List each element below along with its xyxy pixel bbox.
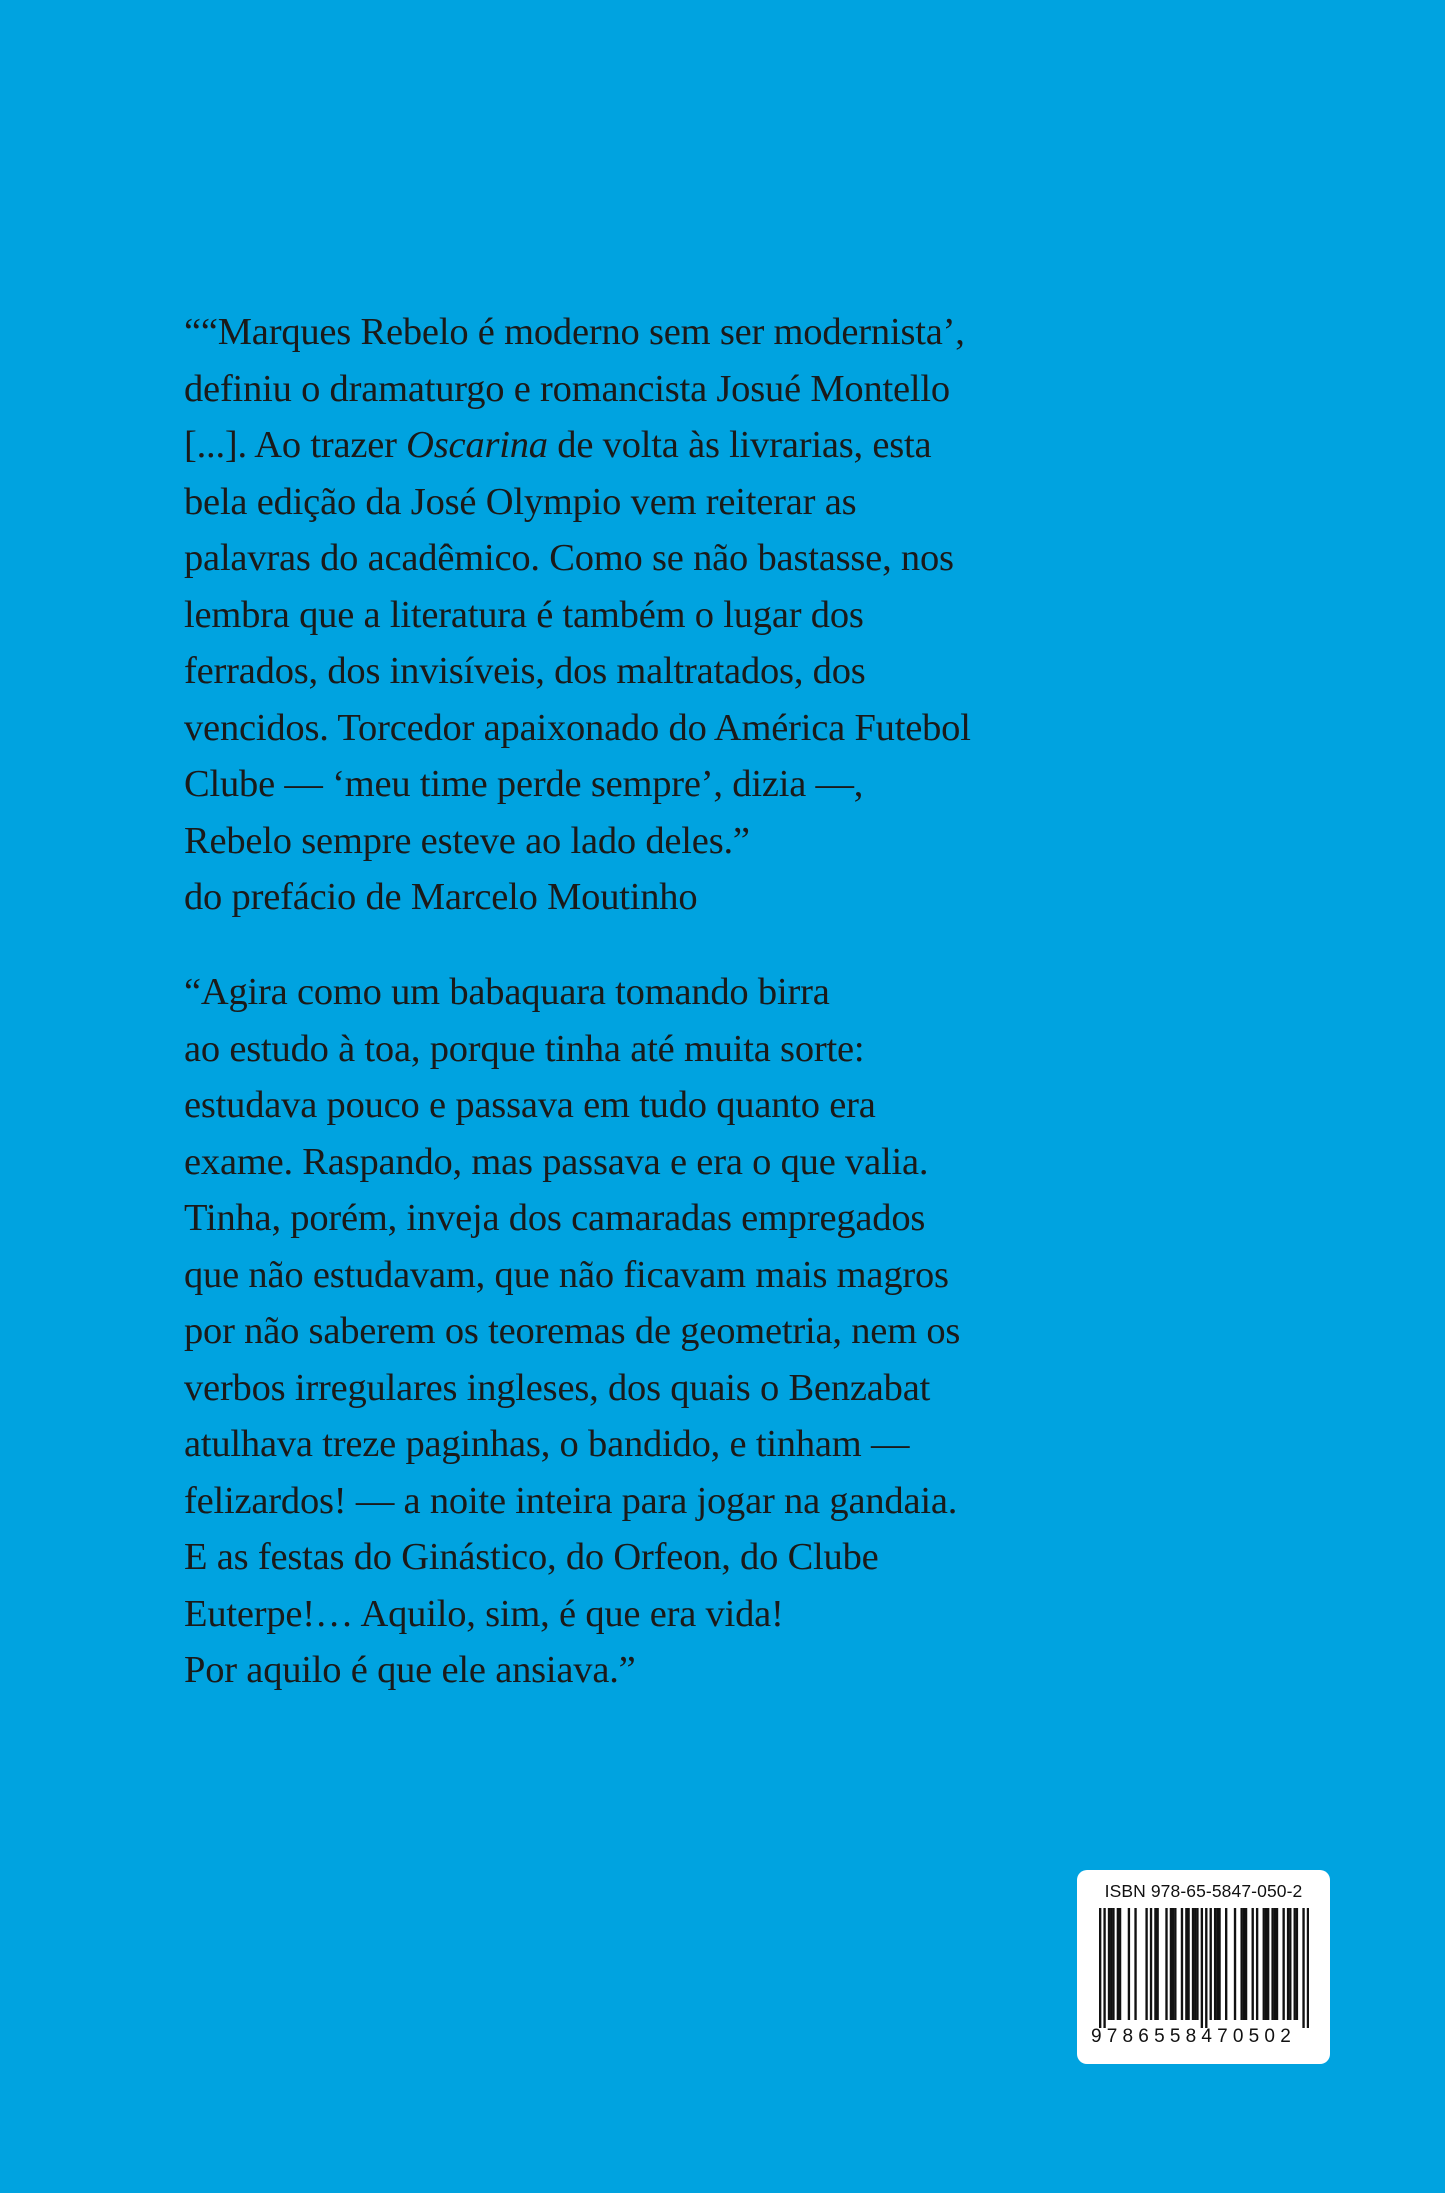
barcode-bar <box>1150 1908 1152 2020</box>
barcode-bar <box>1099 1908 1101 2028</box>
barcode-bar <box>1110 1908 1112 2020</box>
barcode-bar <box>1174 1908 1176 2020</box>
barcode-bar <box>1287 1908 1289 2020</box>
barcode-bar <box>1119 1908 1121 2020</box>
quote-line: bela edição da José Olympio vem reiterar as <box>184 480 857 523</box>
quote-attribution: do prefácio de Marcelo Moutinho <box>184 876 698 918</box>
barcode-bar <box>1112 1908 1114 2020</box>
isbn-barcode-box <box>1077 1870 1330 2064</box>
quote-line: ao estudo à toa, porque tinha até muita sorte: <box>184 1027 865 1070</box>
barcode-bar <box>1194 1908 1196 2020</box>
barcode-bar <box>1210 1908 1212 2020</box>
quote-line: ferrados, dos invisíveis, dos maltratados, dos <box>184 650 866 692</box>
barcode-bar <box>1234 1908 1236 2020</box>
barcode-bar <box>1289 1908 1291 2020</box>
barcode-bar <box>1156 1908 1158 2020</box>
quote-line: estudava pouco e passava em tudo quanto era <box>184 1084 876 1126</box>
barcode-bar <box>1296 1908 1298 2020</box>
barcode-bar <box>1225 1908 1227 2020</box>
book-title: Oscarina <box>406 424 548 466</box>
quote-line: definiu o dramaturgo e romancista Josué Montello <box>184 367 950 410</box>
barcode-bar <box>1108 1908 1110 2020</box>
barcode-bar <box>1271 1908 1273 2020</box>
barcode-bar <box>1218 1908 1220 2020</box>
barcode-bar <box>1216 1908 1218 2020</box>
barcode-bar <box>1201 1908 1203 2028</box>
barcode-bar <box>1307 1908 1309 2028</box>
barcode-bar <box>1134 1908 1136 2020</box>
barcode-bar <box>1117 1908 1119 2020</box>
quote-line: Euterpe!… Aquilo, sim, é que era vida! <box>184 1592 784 1635</box>
quote-excerpt <box>184 964 1064 1699</box>
barcode-bar <box>1205 1908 1207 2028</box>
barcode-bar <box>1245 1908 1247 2020</box>
quote-line-part: [...]. Ao trazer <box>184 424 407 466</box>
barcode-bar <box>1240 1908 1242 2020</box>
barcode-bar <box>1145 1908 1147 2020</box>
quote-line: que não estudavam, que não ficavam mais magros <box>184 1253 949 1296</box>
barcode-bar <box>1265 1908 1267 2020</box>
quote-line: E as festas do Ginástico, do Orfeon, do Clube <box>184 1536 879 1578</box>
quote-line: palavras do acadêmico. Como se não bastasse, nos <box>184 537 954 579</box>
quote-line: Tinha, porém, inveja dos camaradas empregados <box>184 1197 926 1239</box>
quote-line <box>184 417 1064 474</box>
barcode-bar <box>1154 1908 1156 2020</box>
barcode-bar <box>1274 1908 1276 2020</box>
barcode-bar <box>1170 1908 1172 2020</box>
barcode-bar <box>1181 1908 1183 2020</box>
quote-line: vencidos. Torcedor apaixonado do América Futebol <box>184 706 971 749</box>
quote-line: atulhava treze paginhas, o bandido, e tinham — <box>184 1423 910 1465</box>
barcode-bar <box>1294 1908 1296 2020</box>
barcode-bar <box>1302 1908 1304 2028</box>
barcode-bar <box>1256 1908 1258 2020</box>
isbn-label: ISBN 978-65-5847-050-2 <box>1104 1881 1303 1901</box>
barcode-bar <box>1282 1908 1284 2020</box>
quote-line: por não saberem os teoremas de geometria, nem os <box>184 1310 961 1352</box>
quote-line: lembra que a literatura é também o lugar dos <box>184 593 864 636</box>
barcode-icon <box>1099 1908 1309 2028</box>
barcode-bar <box>1267 1908 1269 2020</box>
quote-line-part: de volta às livrarias, esta <box>547 424 932 466</box>
quote-line: felizardos! — a noite inteira para jogar na gandaia. <box>184 1479 958 1522</box>
barcode-bar <box>1263 1908 1265 2020</box>
quote-line: Rebelo sempre esteve ao lado deles.” <box>184 819 750 862</box>
quote-line: “Agira como um babaquara tomando birra <box>184 971 830 1013</box>
barcode-bar <box>1185 1908 1187 2020</box>
barcode-bar <box>1276 1908 1278 2020</box>
barcode-bar <box>1192 1908 1194 2020</box>
barcode-bar <box>1214 1908 1216 2020</box>
quote-line: verbos irregulares ingleses, dos quais o Benzabat <box>184 1366 931 1409</box>
quote-line: Clube — ‘meu time perde sempre’, dizia —, <box>184 763 864 805</box>
quote-line: Por aquilo é que ele ansiava.” <box>184 1649 636 1691</box>
barcode-bar <box>1128 1908 1130 2020</box>
barcode-bar <box>1252 1908 1254 2020</box>
barcode-bar <box>1196 1908 1198 2020</box>
barcode-digits: 9786558470502 <box>1091 2026 1296 2047</box>
quote-line: exame. Raspando, mas passava e era o que valia. <box>184 1140 929 1183</box>
barcode-bar <box>1243 1908 1245 2020</box>
barcode-bar <box>1187 1908 1189 2020</box>
quote-line: ““Marques Rebelo é moderno sem ser modernista’, <box>184 311 965 353</box>
barcode-bar <box>1165 1908 1167 2020</box>
quote-preface <box>184 304 1064 926</box>
barcode-bar <box>1103 1908 1105 2028</box>
barcode-bar <box>1172 1908 1174 2020</box>
